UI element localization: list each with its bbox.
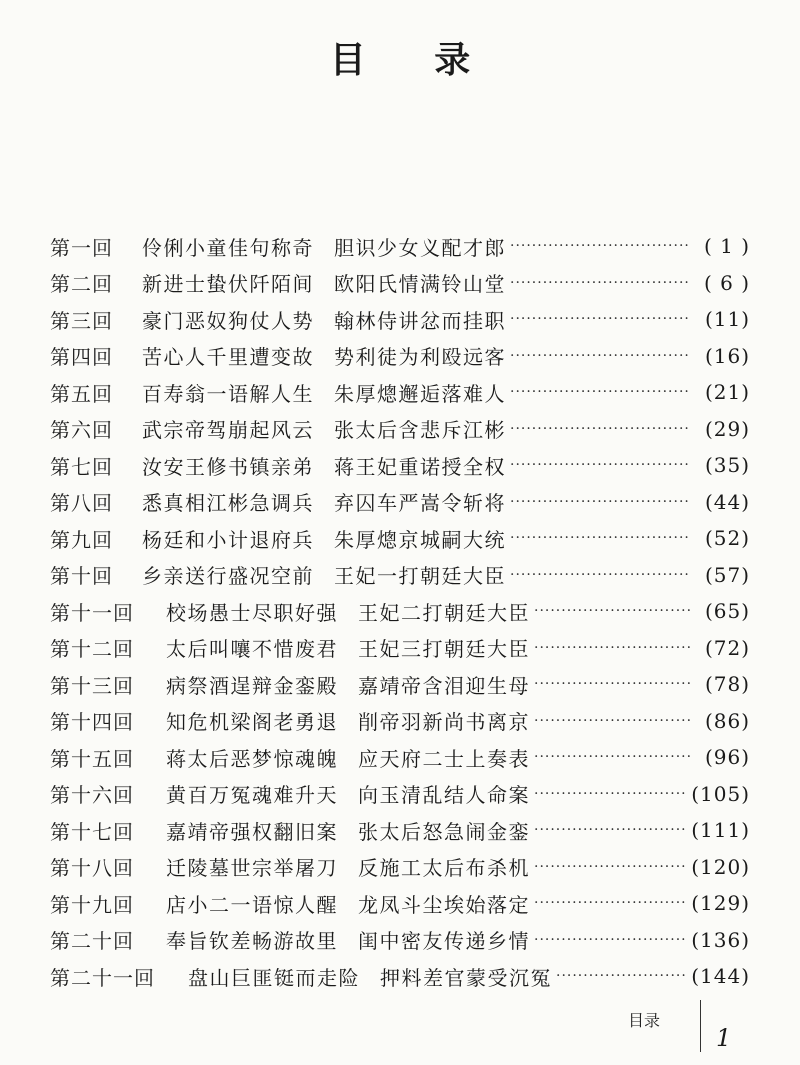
chapter-number: 第一回 xyxy=(50,235,113,260)
toc-entry[interactable] xyxy=(50,374,750,411)
page-title: 目 录 xyxy=(329,40,499,81)
chapter-title-first-line: 迁陵墓世宗举屠刀 xyxy=(166,856,338,881)
chapter-page-number: (44) xyxy=(704,489,750,514)
chapter-page-number: ( 1 ) xyxy=(703,234,750,259)
chapter-title-first-line: 太后叫嚷不惜废君 xyxy=(166,637,338,662)
chapter-title-first-line: 奉旨钦差畅游故里 xyxy=(166,929,338,954)
chapter-title-second-line: 应天府二士上奏表 xyxy=(358,746,530,771)
dot-leader xyxy=(534,603,690,619)
chapter-title-second-line: 翰林侍讲忿而挂职 xyxy=(334,308,506,333)
toc-entry[interactable] xyxy=(50,301,750,338)
chapter-title-first-line: 新进士蛰伏阡陌间 xyxy=(142,272,314,297)
chapter-number: 第十二回 xyxy=(50,637,134,662)
chapter-title-first-line: 黄百万冤魂难升天 xyxy=(166,783,338,808)
toc-entry[interactable] xyxy=(50,776,750,813)
toc-entry[interactable] xyxy=(50,338,750,375)
chapter-title-first-line: 乡亲送行盛况空前 xyxy=(142,564,314,589)
chapter-number: 第十七回 xyxy=(50,819,134,844)
chapter-title-first-line: 店小二一语惊人醒 xyxy=(166,892,338,917)
chapter-title-second-line: 胆识少女义配才郎 xyxy=(334,235,506,260)
chapter-title-second-line: 闺中密友传递乡情 xyxy=(358,929,530,954)
chapter-title-first-line: 盘山巨匪铤而走险 xyxy=(188,965,360,990)
toc-entry[interactable] xyxy=(50,885,750,922)
chapter-title-first-line: 武宗帝驾崩起风云 xyxy=(142,418,314,443)
dot-leader xyxy=(534,822,687,838)
chapter-title-first-line: 蒋太后恶梦惊魂魄 xyxy=(166,746,338,771)
dot-leader xyxy=(510,384,690,400)
dot-leader xyxy=(534,640,690,656)
chapter-title-second-line: 蒋王妃重诺授全权 xyxy=(334,454,506,479)
table-of-contents xyxy=(50,228,750,995)
chapter-title-second-line: 王妃三打朝廷大臣 xyxy=(358,637,530,662)
dot-leader xyxy=(510,567,690,583)
chapter-number: 第七回 xyxy=(50,454,113,479)
chapter-page-number: (35) xyxy=(704,453,750,478)
chapter-number: 第十一回 xyxy=(50,600,134,625)
chapter-number: 第十八回 xyxy=(50,856,134,881)
toc-entry[interactable] xyxy=(50,703,750,740)
chapter-page-number: (120) xyxy=(691,854,750,879)
chapter-title-second-line: 朱厚熜邂逅落难人 xyxy=(334,381,506,406)
chapter-title-second-line: 张太后怒急闹金銮 xyxy=(358,819,530,844)
chapter-number: 第二回 xyxy=(50,272,113,297)
chapter-title-first-line: 嘉靖帝强权翻旧案 xyxy=(166,819,338,844)
chapter-title-second-line: 张太后含悲斥江彬 xyxy=(334,418,506,443)
chapter-page-number: (144) xyxy=(691,964,750,989)
chapter-page-number: (111) xyxy=(691,818,750,843)
dot-leader xyxy=(510,311,690,327)
toc-entry[interactable] xyxy=(50,447,750,484)
chapter-page-number: (52) xyxy=(704,526,750,551)
chapter-title-first-line: 伶俐小童佳句称奇 xyxy=(142,235,314,260)
chapter-number: 第十回 xyxy=(50,564,113,589)
chapter-title-second-line: 押料差官蒙受沉冤 xyxy=(380,965,552,990)
chapter-page-number: (29) xyxy=(704,416,750,441)
chapter-title-first-line: 豪门恶奴狗仗人势 xyxy=(142,308,314,333)
toc-entry[interactable] xyxy=(50,265,750,302)
dot-leader xyxy=(510,530,690,546)
chapter-number: 第八回 xyxy=(50,491,113,516)
chapter-number: 第五回 xyxy=(50,381,113,406)
chapter-title-second-line: 势利徒为利殴远客 xyxy=(334,345,506,370)
dot-leader xyxy=(510,275,690,291)
chapter-title-first-line: 苦心人千里遭变故 xyxy=(142,345,314,370)
chapter-page-number: (57) xyxy=(704,562,750,587)
chapter-title-first-line: 百寿翁一语解人生 xyxy=(142,381,314,406)
dot-leader xyxy=(556,968,687,984)
toc-entry[interactable] xyxy=(50,922,750,959)
chapter-page-number: (129) xyxy=(691,891,750,916)
footer-page-number: 1 xyxy=(716,1024,732,1052)
dot-leader xyxy=(534,749,690,765)
chapter-number: 第二十回 xyxy=(50,929,134,954)
toc-entry[interactable] xyxy=(50,557,750,594)
chapter-title-second-line: 欧阳氏情满铃山堂 xyxy=(334,272,506,297)
chapter-title-second-line: 嘉靖帝含泪迎生母 xyxy=(358,673,530,698)
toc-entry[interactable] xyxy=(50,849,750,886)
chapter-title-second-line: 反施工太后布杀机 xyxy=(358,856,530,881)
chapter-title-second-line: 王妃一打朝廷大臣 xyxy=(334,564,506,589)
chapter-page-number: (21) xyxy=(704,380,750,405)
chapter-title-first-line: 校场愚士尽职好强 xyxy=(166,600,338,625)
chapter-number: 第十九回 xyxy=(50,892,134,917)
chapter-page-number: (16) xyxy=(704,343,750,368)
toc-entry[interactable] xyxy=(50,958,750,995)
chapter-page-number: (78) xyxy=(704,672,750,697)
chapter-page-number: (96) xyxy=(704,745,750,770)
toc-entry[interactable] xyxy=(50,812,750,849)
chapter-number: 第四回 xyxy=(50,345,113,370)
dot-leader xyxy=(510,421,690,437)
dot-leader xyxy=(534,786,687,802)
toc-entry[interactable] xyxy=(50,666,750,703)
dot-leader xyxy=(534,713,690,729)
toc-entry[interactable] xyxy=(50,739,750,776)
dot-leader xyxy=(534,932,687,948)
dot-leader xyxy=(510,348,690,364)
footer-divider xyxy=(700,1000,701,1052)
dot-leader xyxy=(510,457,690,473)
toc-entry[interactable] xyxy=(50,411,750,448)
chapter-number: 第十三回 xyxy=(50,673,134,698)
chapter-title-first-line: 杨廷和小计退府兵 xyxy=(142,527,314,552)
chapter-page-number: (136) xyxy=(691,927,750,952)
chapter-number: 第十五回 xyxy=(50,746,134,771)
chapter-title-first-line: 悉真相江彬急调兵 xyxy=(142,491,314,516)
chapter-number: 第三回 xyxy=(50,308,113,333)
toc-entry[interactable] xyxy=(50,228,750,265)
chapter-title-second-line: 弃囚车严嵩令斩将 xyxy=(334,491,506,516)
chapter-title-first-line: 知危机梁阁老勇退 xyxy=(166,710,338,735)
chapter-number: 第六回 xyxy=(50,418,113,443)
toc-entry[interactable] xyxy=(50,593,750,630)
chapter-title-second-line: 王妃二打朝廷大臣 xyxy=(358,600,530,625)
footer-section-label: 目录 xyxy=(628,1011,661,1030)
chapter-title-first-line: 病祭酒逞辩金銮殿 xyxy=(166,673,338,698)
chapter-number: 第十四回 xyxy=(50,710,134,735)
dot-leader xyxy=(534,859,687,875)
chapter-page-number: (11) xyxy=(704,307,750,332)
chapter-page-number: (105) xyxy=(691,781,750,806)
dot-leader xyxy=(510,238,690,254)
dot-leader xyxy=(510,494,690,510)
chapter-number: 第九回 xyxy=(50,527,113,552)
chapter-page-number: (65) xyxy=(704,599,750,624)
chapter-title-second-line: 向玉清乱结人命案 xyxy=(358,783,530,808)
toc-entry[interactable] xyxy=(50,630,750,667)
chapter-title-first-line: 汝安王修书镇亲弟 xyxy=(142,454,314,479)
chapter-number: 第二十一回 xyxy=(50,965,155,990)
toc-entry[interactable] xyxy=(50,520,750,557)
chapter-page-number: ( 6 ) xyxy=(703,270,750,295)
chapter-number: 第十六回 xyxy=(50,783,134,808)
chapter-page-number: (72) xyxy=(704,635,750,660)
chapter-title-second-line: 朱厚熜京城嗣大统 xyxy=(334,527,506,552)
chapter-title-second-line: 龙凤斗尘埃始落定 xyxy=(358,892,530,917)
dot-leader xyxy=(534,676,690,692)
chapter-page-number: (86) xyxy=(704,708,750,733)
toc-entry[interactable] xyxy=(50,484,750,521)
chapter-title-second-line: 削帝羽新尚书离京 xyxy=(358,710,530,735)
dot-leader xyxy=(534,895,687,911)
